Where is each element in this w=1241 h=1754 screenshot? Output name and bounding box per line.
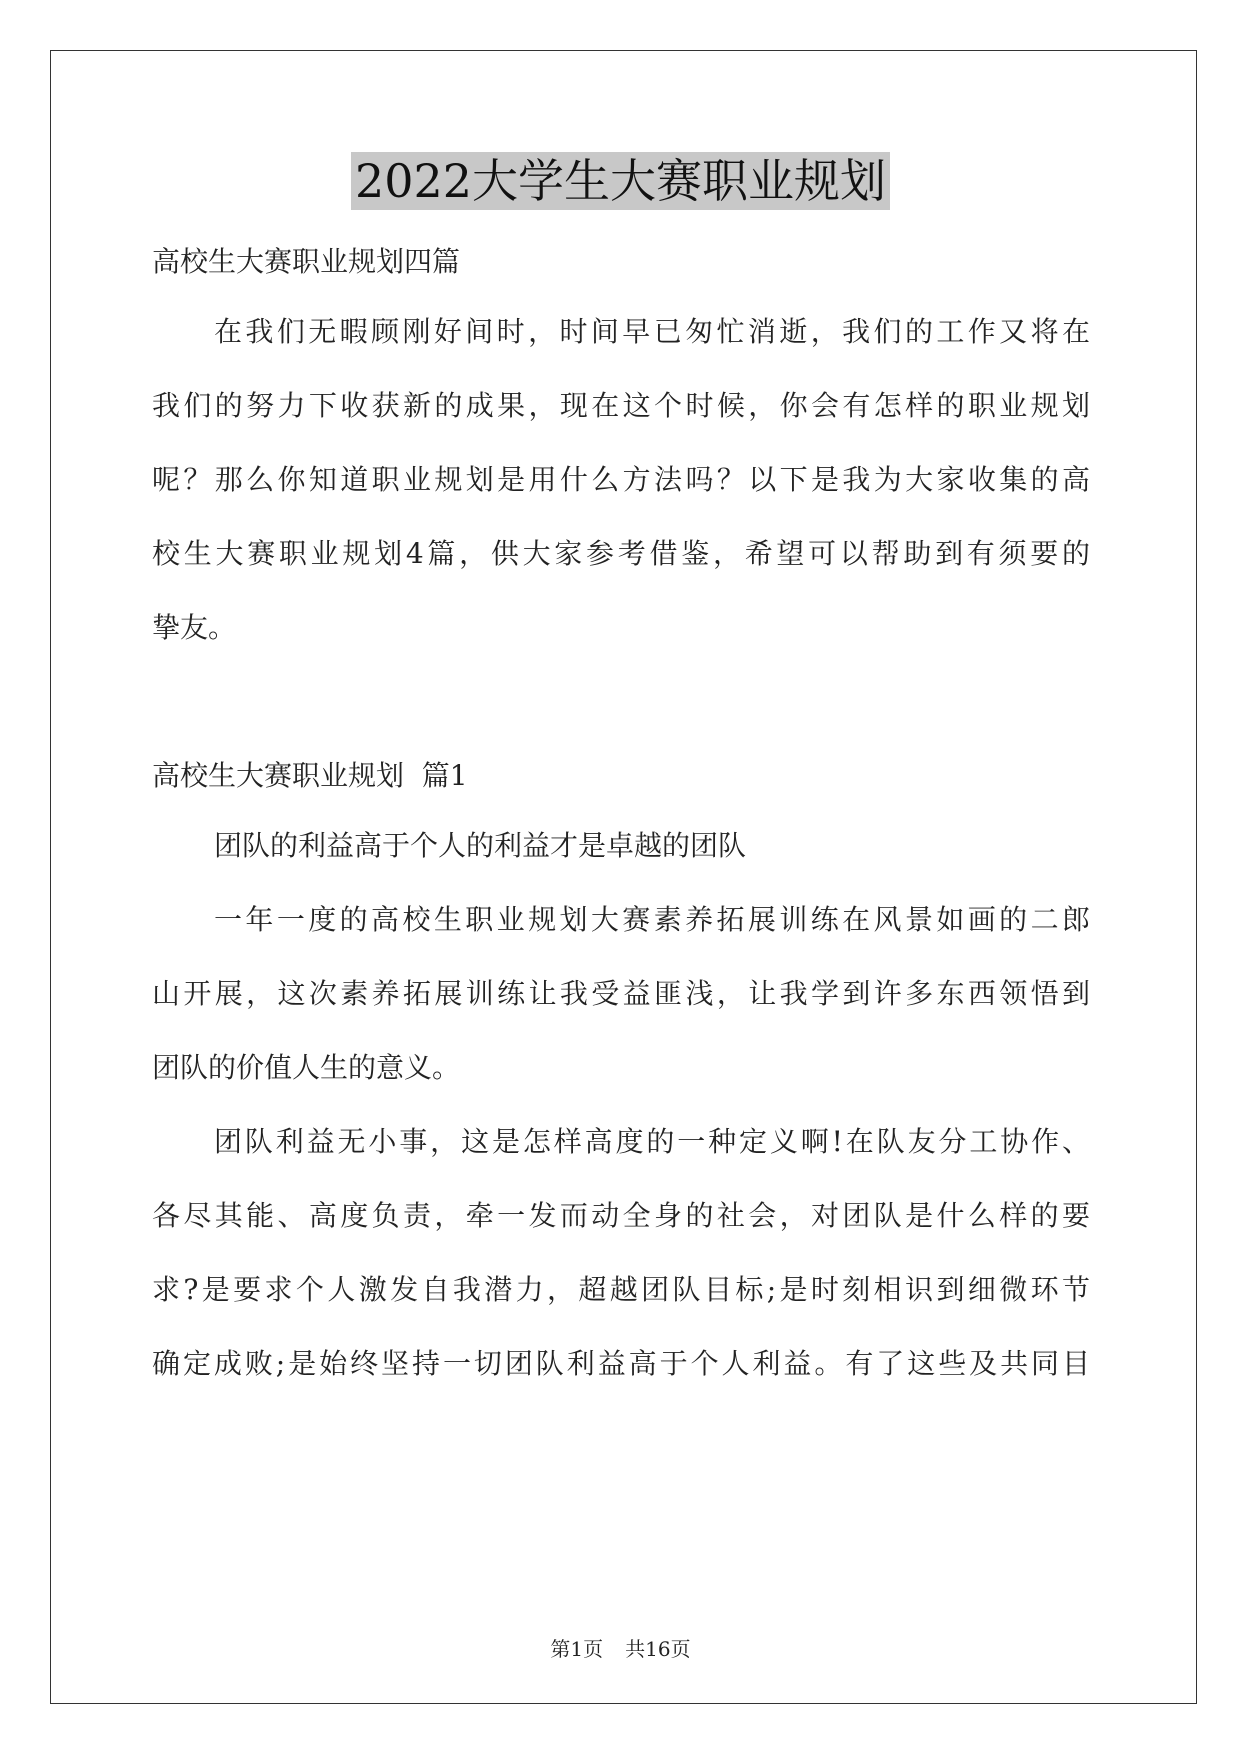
- paragraph-line: 团队的利益高于个人的利益才是卓越的团队: [214, 829, 747, 862]
- paragraph-line: 各尽其能、高度负责，牵一发而动全身的社会，对团队是什么样的要: [152, 1199, 1090, 1232]
- page-number: 第1页: [550, 1637, 604, 1661]
- paragraph-line: 校生大赛职业规划4篇，供大家参考借鉴，希望可以帮助到有须要的: [152, 537, 1090, 570]
- page-border: [50, 50, 1197, 1704]
- paragraph-line: 山开展，这次素养拓展训练让我受益匪浅，让我学到许多东西领悟到: [152, 977, 1090, 1010]
- page-total: 共16页: [625, 1637, 691, 1661]
- paragraph-line: 在我们无暇顾刚好间时，时间早已匆忙消逝，我们的工作又将在: [214, 315, 1090, 348]
- paragraph-line: 呢？那么你知道职业规划是用什么方法吗？以下是我为大家收集的高: [152, 463, 1090, 496]
- paragraph-line: 团队利益无小事，这是怎样高度的一种定义啊!在队友分工协作、: [214, 1125, 1090, 1158]
- document-title: 2022大学生大赛职业规划: [351, 152, 890, 210]
- page-footer: [0, 1636, 1241, 1662]
- section-heading: 高校生大赛职业规划 篇1: [152, 759, 468, 792]
- paragraph-line: 一年一度的高校生职业规划大赛素养拓展训练在风景如画的二郎: [214, 903, 1090, 936]
- paragraph-line: 挚友。: [152, 611, 237, 644]
- paragraph-line: 我们的努力下收获新的成果，现在这个时候，你会有怎样的职业规划: [152, 389, 1090, 422]
- paragraph-line: 确定成败;是始终坚持一切团队利益高于个人利益。有了这些及共同目: [152, 1347, 1090, 1380]
- paragraph-line: 求?是要求个人激发自我潜力，超越团队目标;是时刻相识到细微环节: [152, 1273, 1090, 1306]
- section-heading: 高校生大赛职业规划四篇: [152, 245, 461, 278]
- paragraph-line: 团队的价值人生的意义。: [152, 1051, 461, 1084]
- title-container: [0, 152, 1241, 210]
